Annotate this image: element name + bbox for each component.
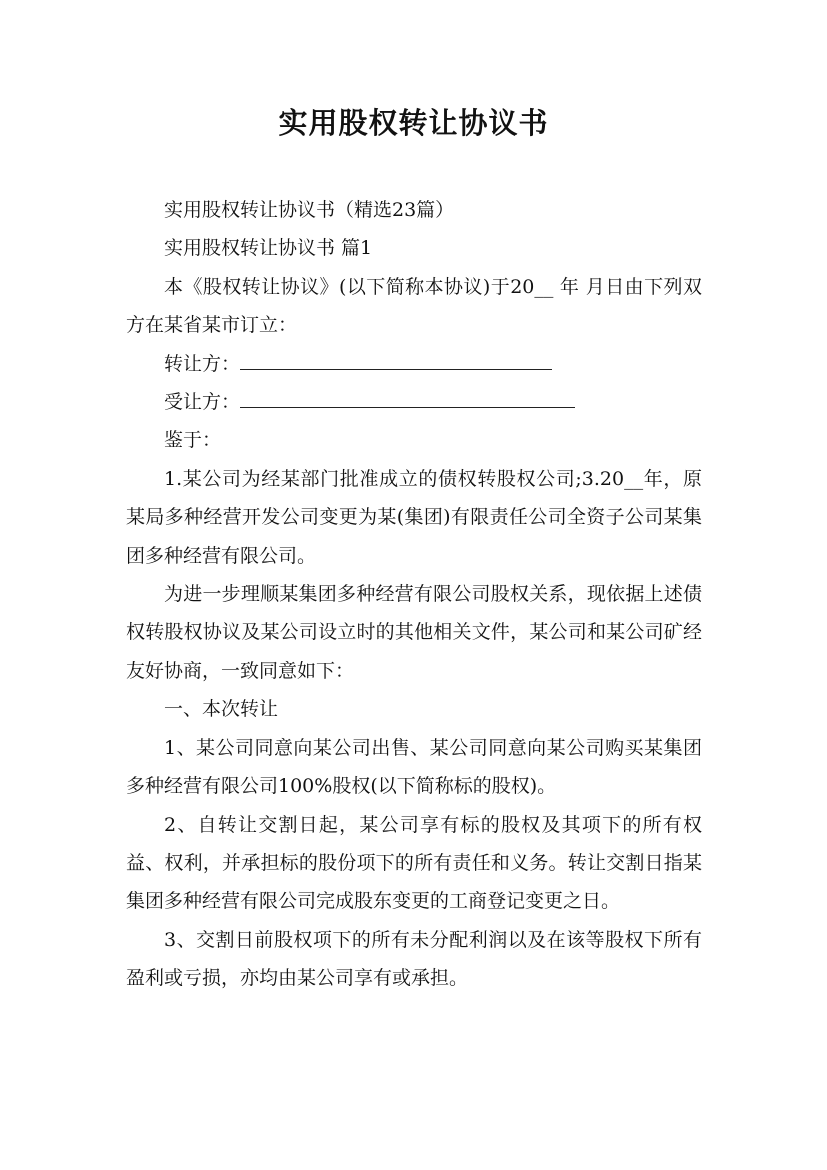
transferee-blank xyxy=(240,387,575,408)
clause-2: 2、自转让交割日起，某公司享有标的股权及其项下的所有权益、权利，并承担标的股份项下的所有责任和义务。转让交割日指某集团多种经营有限公司完成股东变更的工商登记变更之日。 xyxy=(126,813,702,913)
clause-3: 3、交割日前股权项下的所有未分配利润以及在该等股权下所有盈利或亏损，亦均由某公司享有或承担。 xyxy=(126,928,702,990)
transferee-label: 受让方： xyxy=(164,391,241,414)
purpose-paragraph: 为进一步理顺某集团多种经营有限公司股权关系，现依据上述债权转股权协议及某公司设立时的其他相关文件，某公司和某公司矿经友好协商，一致同意如下： xyxy=(126,583,702,682)
subtitle-paragraph: 实用股权转让协议书（精选23篇） xyxy=(164,199,455,221)
section-heading: 实用股权转让协议书 篇1 xyxy=(164,237,373,260)
transferor-line xyxy=(126,345,702,383)
transferor-label: 转让方： xyxy=(164,352,241,375)
whereas-heading: 鉴于： xyxy=(164,429,222,452)
intro-paragraph: 本《股权转让协议》(以下简称本协议)于20__ 年 月日由下列双方在某省某市订立： xyxy=(126,275,702,337)
document-title: 实用股权转让协议书 xyxy=(278,106,549,140)
clause-1: 1、某公司同意向某公司出售、某公司同意向某公司购买某集团多种经营有限公司100%股权(以下简称标的股权)。 xyxy=(126,736,702,798)
transferee-line xyxy=(126,383,702,421)
transferor-blank xyxy=(240,349,552,370)
document-body xyxy=(126,191,702,998)
section-1-heading: 一、本次转让 xyxy=(164,698,279,721)
whereas-item-1: 1.某公司为经某部门批准成立的债权转股权公司;3.20__年，原某局多种经营开发公司变更为某(集团)有限责任公司全资子公司某集团多种经营有限公司。 xyxy=(126,467,702,567)
